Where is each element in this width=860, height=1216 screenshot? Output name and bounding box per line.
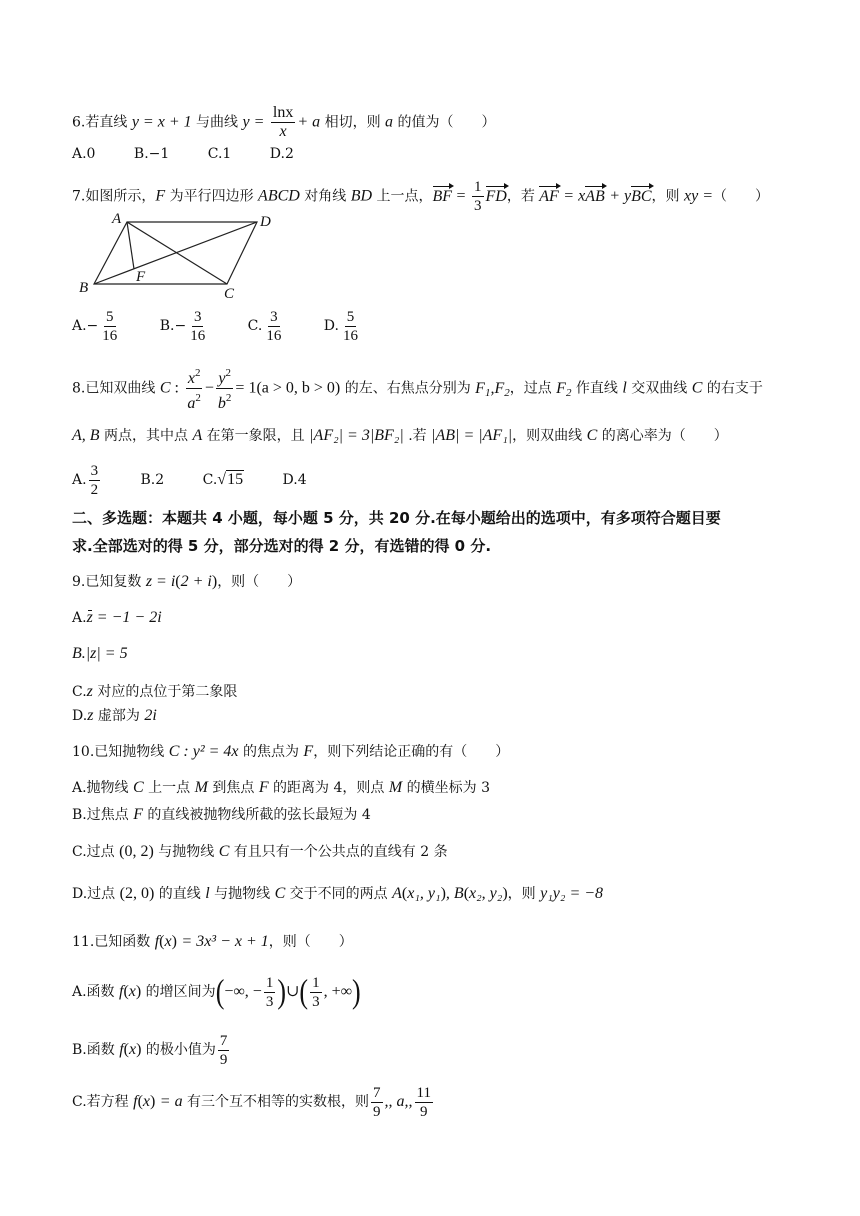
q9-option-b-text: B.|z| = 5 — [72, 645, 128, 662]
q7-text-a: 7.如图所示， — [72, 188, 156, 205]
q7-option-c-den: 16 — [266, 327, 282, 344]
q10-option-c[interactable]: C.过点 (0, 2) 与抛物线 C 有且只有一个公共点的直线有 2 条 — [72, 843, 448, 860]
q11-a-text-b: 的增区间为 — [141, 984, 216, 1000]
q7-option-d-den: 16 — [342, 327, 358, 344]
q9-option-d-value: 2i — [144, 707, 157, 724]
q8-curve-c: C — [159, 379, 171, 397]
figure-label-a: A — [112, 211, 122, 227]
q10-d-point-a: A — [392, 885, 402, 902]
q11-c-mid: ,, a,, — [384, 1093, 413, 1110]
q8-option-a-prefix: A. — [72, 472, 87, 488]
question-8-stem-line2 — [72, 426, 728, 446]
q7-option-b[interactable] — [160, 306, 209, 346]
q10-a-t4: 到焦点 — [207, 780, 259, 796]
sqrt-icon: √15 — [217, 471, 244, 488]
q8-focus-f2: $F_2$ — [556, 379, 572, 399]
question-6-stem — [72, 104, 495, 141]
q6-curve-fraction — [271, 104, 295, 141]
q8-x: x — [187, 370, 195, 387]
q10-d-text-d: 交于不同的两点 — [285, 886, 393, 902]
q7-option-c-num: 3 — [270, 308, 278, 325]
q11-a-f: f — [119, 983, 124, 1000]
q10-c-text-b: 与抛物线 — [153, 844, 219, 860]
q6-curve-lhs: y = — [242, 113, 265, 131]
q10-text-a: 10.已知抛物线 — [72, 744, 169, 760]
q11-c-num1: 7 — [373, 1084, 381, 1101]
q11-a-interval-1: −∞, − — [224, 983, 262, 1000]
q9-option-a[interactable] — [72, 608, 162, 628]
q11-a-union: ∪ — [285, 983, 300, 1000]
q8-curve-c-2: C — [691, 379, 703, 397]
parallelogram-figure — [72, 208, 282, 300]
q7-fraction-num: 1 — [474, 179, 482, 195]
q8-text-b: 的左、右焦点分别为 — [340, 380, 476, 397]
q9-text-b: ，则（ ） — [217, 574, 302, 590]
segment-af — [127, 222, 134, 269]
q7-option-a-num: 5 — [106, 308, 114, 325]
q9-option-b[interactable] — [72, 644, 128, 664]
q11-text-b: ，则（ ） — [268, 934, 353, 950]
q9-option-c[interactable] — [72, 682, 237, 702]
q8-line2-text-e: ，则双曲线 — [512, 428, 587, 444]
q7-option-d-prefix: D. — [323, 318, 339, 334]
q10-c-text-c: 有且只有一个公共点的直线有 2 条 — [229, 844, 448, 860]
q7-option-c[interactable] — [248, 306, 286, 346]
figure-label-c: C — [224, 286, 235, 300]
q10-option-d[interactable]: D.过点 (2, 0) 的直线 l 与抛物线 C 交于不同的两点 A(x₁, y₁), B(x₂, y₂)，则 y₁y₂ = −8 — [72, 885, 604, 902]
q6-option-d[interactable]: D.2 — [269, 146, 294, 162]
q10-option-b[interactable] — [72, 805, 371, 825]
q11-option-c[interactable]: C.若方程 f(x) = a 有三个互不相等的实数根，则 $\frac{7}{9}$ ,, a,, $\frac{11}{9}$ — [72, 1084, 431, 1120]
q11-a-text-a: A.函数 — [72, 984, 120, 1000]
question-7-options — [72, 306, 396, 346]
q11-c-den1: 9 — [373, 1103, 381, 1120]
q7-equals: = — [456, 187, 466, 205]
q8-line2-text-c: 在第一象限，且 — [202, 428, 310, 444]
q11-x: x — [164, 933, 172, 950]
q11-function-rhs: = 3x³ − x + 1 — [181, 933, 269, 950]
q11-b-num: 7 — [219, 1032, 228, 1049]
q10-c-curve: C — [218, 843, 230, 860]
q9-option-d-z: z — [87, 707, 94, 724]
q10-a-t7: M — [388, 779, 403, 796]
q8-line2-text-b: 两点，其中点 — [99, 428, 193, 444]
q9-option-d-mid: 虚部为 — [93, 708, 145, 724]
q7-vector-ab: AB — [585, 187, 605, 205]
q7-text-e: ，若 — [506, 188, 540, 205]
q8-curve-c-3: C — [586, 427, 598, 444]
q6-text-c: 相切，则 — [320, 114, 386, 131]
q10-a-t8: 的横坐标为 3 — [402, 780, 491, 796]
q11-b-den: 9 — [219, 1051, 228, 1068]
q10-d-text-c: 与抛物线 — [209, 886, 275, 902]
q11-c-num2: 11 — [416, 1084, 431, 1101]
q7-fraction-one-third — [472, 178, 484, 215]
q9-option-a-rest: = −1 − 2i — [92, 609, 162, 626]
q11-a-interval-2: , +∞ — [323, 983, 352, 1000]
q11-a-frac2-num: 1 — [312, 974, 320, 991]
q6-line-equation: y = x + 1 — [131, 113, 192, 131]
q8-x-fraction: $\frac{x^2}{a^2}$ — [185, 364, 203, 413]
q10-d-point-b: , B — [445, 885, 464, 902]
q11-a-frac1-num: 1 — [265, 974, 274, 991]
q8-text-c: ，过点 — [509, 380, 557, 397]
q6-option-a[interactable]: A.0 — [72, 146, 96, 162]
q8-condition-2: |AB| = |AF₁| — [431, 427, 513, 444]
q10-a-t2: 上一点 — [143, 780, 195, 796]
q7-vector-fd: FD — [485, 187, 507, 205]
q10-d-curve: C — [274, 885, 286, 902]
q10-a-t6: 的距离为 4，则点 — [268, 780, 389, 796]
q7-vector-bc: BC — [631, 187, 652, 205]
q10-d-result: y₁y₂ = −8 — [540, 885, 604, 902]
q8-option-c-radicand: 15 — [227, 471, 244, 488]
q10-d-text-e: ，则 — [507, 886, 541, 902]
q8-option-a-num: 3 — [90, 462, 99, 479]
q7-option-a[interactable] — [72, 306, 121, 346]
q11-c-x: x — [142, 1093, 151, 1110]
q8-line2-text-d: .若 — [403, 428, 432, 444]
q10-d-text-b: 的直线 — [154, 886, 206, 902]
q11-b-x: x — [128, 1041, 137, 1058]
q8-option-b[interactable]: B.2 — [140, 472, 165, 488]
figure-label-d: D — [260, 214, 271, 230]
q10-a-t3: M — [194, 779, 208, 796]
q10-option-a[interactable] — [72, 778, 490, 798]
q10-focus: F — [303, 743, 314, 760]
q7-vector-af: AF — [539, 187, 559, 205]
q10-parabola-eq: C : y² = 4x — [168, 743, 239, 760]
q7-text-f: ，则 — [651, 188, 684, 205]
q7-text-c: 对角线 — [299, 188, 351, 205]
q10-b-t0: B.过焦点 — [72, 807, 134, 823]
question-6-options — [72, 144, 328, 164]
q10-b-t2: 的直线被抛物线所截的弦长最短为 4 — [142, 807, 371, 823]
q8-points-ab: A, B — [72, 427, 100, 444]
q8-option-c-prefix: C. — [202, 472, 218, 488]
q8-line-l: l — [622, 379, 627, 397]
q7-fraction-den: 3 — [474, 198, 482, 214]
diagonal-bd — [94, 222, 257, 284]
q10-text-b: 的焦点为 — [238, 744, 304, 760]
q8-text-f: 的右支于 — [702, 380, 763, 397]
question-10-stem — [72, 742, 509, 762]
q11-c-f: f — [133, 1093, 138, 1110]
q10-c-point: 0, 2 — [124, 843, 149, 860]
q11-c-den2: 9 — [420, 1103, 428, 1120]
q7-text-b: 为平行四边形 — [165, 188, 259, 205]
q10-b-t1: F — [133, 806, 143, 823]
q9-option-a-prefix: A. — [72, 610, 87, 626]
q7-option-a-den: 16 — [102, 327, 118, 344]
q10-d-point-b-coords: x₂, y₂ — [469, 885, 503, 902]
q10-d-line: l — [205, 885, 210, 902]
q8-option-a-den: 2 — [90, 481, 99, 498]
q6-text-a: 6.若直线 — [72, 114, 132, 131]
q8-foci: $F_1,F_2$ — [475, 379, 510, 399]
q6-curve-rhs: + a — [297, 113, 321, 131]
q8-condition-1: |AF₂| = 3|BF₂| — [309, 427, 404, 444]
q8-point-a: A — [192, 427, 203, 444]
q8-text-e: 交双曲线 — [626, 380, 692, 397]
q11-option-b[interactable]: B.函数 f(x) 的极小值为 $\frac{7}{9}$ — [72, 1032, 228, 1068]
q6-option-c[interactable]: C.1 — [207, 146, 232, 162]
q7-option-b-num: 3 — [193, 308, 202, 325]
q11-option-a[interactable]: A.函数 f(x) 的增区间为(−∞, − $\frac{1}{3}$ )∪( $\frac{1}{3}$ , +∞) — [72, 972, 361, 1011]
question-9-stem: 9.已知复数 z = i(2 + i)，则（ ） — [72, 573, 302, 590]
q8-option-a[interactable] — [72, 460, 102, 500]
q8-y-fraction: $\frac{y^2}{b^2}$ — [216, 364, 234, 413]
q11-c-text-c: 有三个互不相等的实数根，则 — [182, 1094, 370, 1110]
q8-option-c[interactable] — [203, 460, 244, 500]
q6-curve-denominator: x — [279, 123, 287, 140]
q7-vector-bf: BF — [432, 187, 453, 205]
q9-option-d-prefix: D. — [72, 708, 88, 724]
q8-option-d[interactable]: D.4 — [282, 472, 307, 488]
q7-xy: xy = — [684, 187, 713, 205]
q9-option-a-conjugate: z — [86, 609, 93, 626]
q7-option-d-num: 5 — [346, 308, 355, 325]
q7-option-d[interactable] — [324, 306, 362, 346]
q9-option-c-z: z — [86, 683, 93, 700]
q11-c-text-a: C.若方程 — [72, 1094, 134, 1110]
q11-a-frac2-den: 3 — [312, 993, 320, 1010]
question-8-options — [72, 460, 341, 500]
q9-inner: 2 + i — [180, 573, 212, 590]
q10-a-t5: F — [258, 779, 269, 796]
q8-line2-text-f: 的离心率为（ ） — [597, 428, 728, 444]
q11-f: f — [154, 933, 160, 950]
section-2-heading-line1: 二、多选题：本题共 4 小题，每小题 5 分，共 20 分.在每小题给出的选项中，有多项符合题目要 — [72, 509, 721, 527]
q9-option-c-rest: 对应的点位于第二象限 — [92, 684, 238, 700]
figure-label-b: B — [79, 280, 89, 296]
q9-option-c-prefix: C. — [72, 684, 87, 700]
q6-curve-numerator: lnx — [272, 104, 294, 121]
q11-text-a: 11.已知函数 — [72, 934, 155, 950]
q6-text-d: 的值为（ ） — [393, 114, 496, 131]
q7-option-b-prefix: B.− — [159, 318, 187, 334]
q9-option-d[interactable] — [72, 706, 157, 726]
q7-expr-y: + y — [609, 187, 632, 205]
q7-text-g: （ ） — [713, 188, 769, 205]
q11-a-x: x — [128, 983, 136, 1000]
q7-parallelogram: ABCD — [258, 187, 300, 205]
q7-point-f: F — [155, 187, 166, 205]
q11-b-text-a: B.函数 — [72, 1042, 120, 1058]
q10-a-t1: C — [133, 779, 144, 796]
section-2-heading-line2: 求.全部选对的得 5 分，部分选对的得 2 分，有选错的得 0 分. — [72, 537, 492, 555]
q9-text-a: 9.已知复数 — [72, 574, 146, 590]
question-11-stem: 11.已知函数 f(x) = 3x³ − x + 1，则（ ） — [72, 933, 353, 950]
question-8-stem-line1: 8.已知双曲线 C : $\frac{x^2}{a^2}$ − $\frac{y^2}{b^2}$ = 1(a > 0, b > 0) 的左、右焦点分别为 $F_1,F_2$，过点 $F_2$ 作直线 l 交双曲线 C 的右支于 — [72, 364, 763, 413]
q8-b: b — [217, 395, 226, 412]
q10-a-t0: A.抛物线 — [72, 780, 134, 796]
q10-c-text-a: C.过点 — [72, 844, 120, 860]
q11-b-text-b: 的极小值为 — [141, 1042, 216, 1058]
q10-text-c: ，则下列结论正确的有（ ） — [313, 744, 510, 760]
q8-colon: : — [170, 379, 179, 397]
q7-option-a-prefix: A.− — [72, 318, 99, 334]
q10-d-point: 2, 0 — [124, 885, 149, 902]
q7-option-c-prefix: C. — [247, 318, 263, 334]
q10-d-point-a-coords: x₁, y₁ — [407, 885, 441, 902]
figure-label-f: F — [136, 269, 146, 285]
q8-text-a: 8.已知双曲线 — [72, 380, 160, 397]
q11-a-frac1-den: 3 — [265, 993, 274, 1010]
q11-c-eq: = a — [159, 1093, 183, 1110]
q6-option-b[interactable]: B.−1 — [133, 146, 170, 162]
q9-expression: z = i — [145, 573, 176, 590]
q7-option-b-den: 16 — [190, 327, 206, 344]
q8-equation-tail: = 1(a > 0, b > 0) — [235, 379, 341, 397]
q8-text-d: 作直线 — [571, 380, 623, 397]
q8-y: y — [218, 370, 226, 387]
q6-variable-a: a — [385, 113, 394, 131]
q7-text-d: 上一点， — [372, 188, 433, 205]
q6-text-b: 与曲线 — [191, 114, 243, 131]
q8-a: a — [187, 395, 196, 412]
q10-d-text-a: D.过点 — [72, 886, 120, 902]
q11-b-f: f — [119, 1041, 124, 1058]
q7-diagonal: BD — [350, 187, 373, 205]
q7-expr-x: = x — [563, 187, 586, 205]
